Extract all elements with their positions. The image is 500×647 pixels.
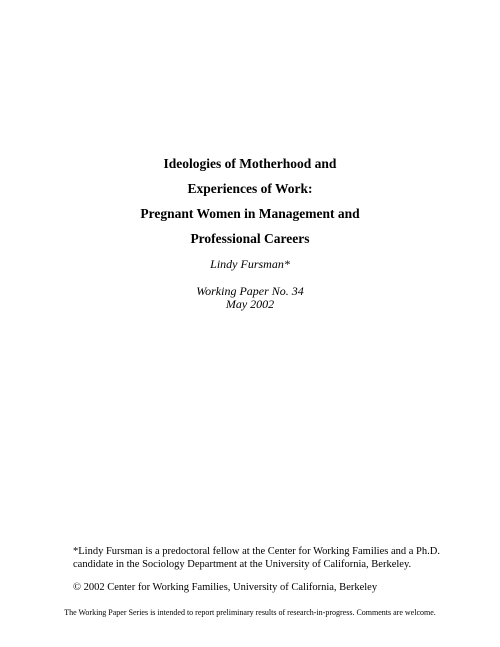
- title-line-2: Experiences of Work:: [187, 181, 313, 196]
- author-footnote: [73, 545, 453, 571]
- title-line-4: Professional Careers: [190, 231, 310, 246]
- copyright-notice: © 2002 Center for Working Families, University of California, Berkeley: [73, 582, 378, 593]
- paper-title: [0, 151, 500, 251]
- author-name: Lindy Fursman*: [210, 257, 290, 271]
- series-disclaimer: The Working Paper Series is intended to report preliminary results of research-in-progress. Comments are welcome.: [64, 608, 436, 617]
- working-paper-info: [0, 285, 500, 311]
- footnote-line-2: candidate in the Sociology Department at the University of California, Berkeley.: [73, 559, 412, 570]
- title-line-1: Ideologies of Motherhood and: [163, 156, 337, 171]
- publication-date: May 2002: [225, 297, 275, 311]
- title-line-3: Pregnant Women in Management and: [140, 206, 360, 221]
- footnote-line-1: *Lindy Fursman is a predoctoral fellow at the Center for Working Families and a Ph.D.: [73, 546, 440, 557]
- working-paper-number: Working Paper No. 34: [196, 284, 304, 298]
